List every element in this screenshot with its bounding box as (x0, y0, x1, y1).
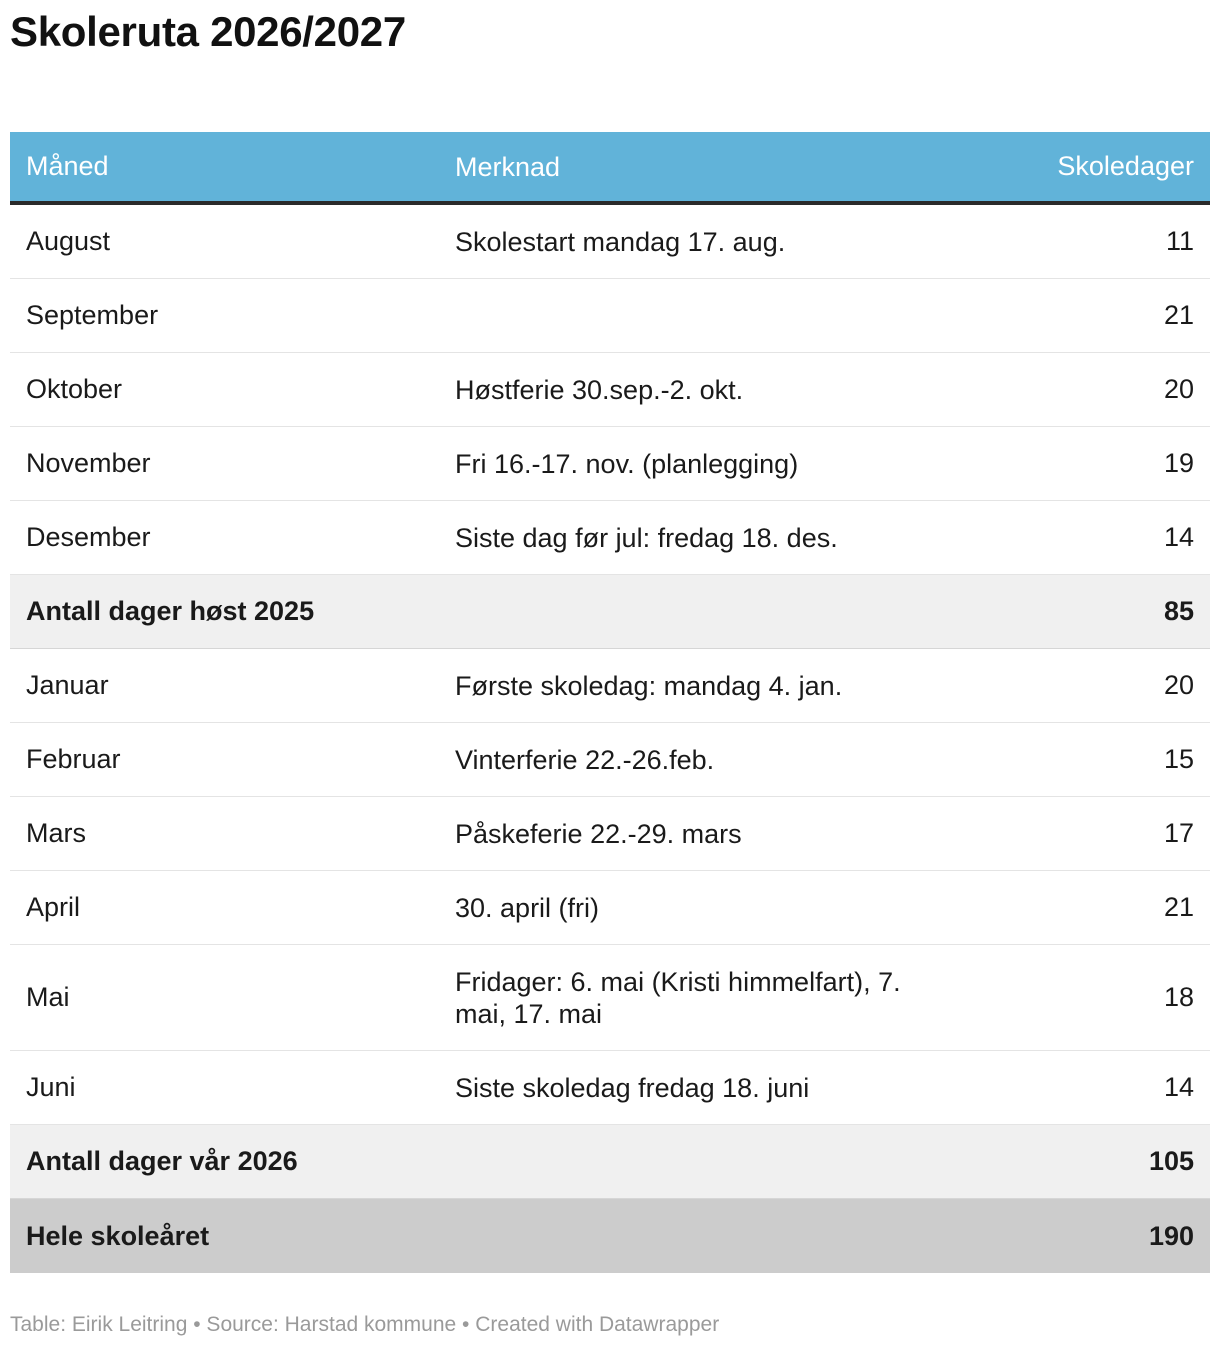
month-cell: Januar (26, 670, 109, 700)
page-title: Skoleruta 2026/2027 (10, 8, 406, 55)
month-cell: April (26, 892, 81, 922)
table-row (10, 279, 1210, 353)
month-cell: Mars (26, 818, 86, 848)
month-cell: Mai (26, 982, 70, 1012)
days-cell: 15 (1163, 744, 1194, 774)
note-cell: Fri 16.-17. nov. (planlegging) (455, 448, 799, 479)
month-cell: Februar (26, 744, 121, 774)
days-cell: 14 (1163, 1072, 1194, 1102)
subtotal-label: Antall dager vår 2026 (26, 1146, 298, 1176)
days-cell: 17 (1163, 818, 1194, 848)
table-row (10, 945, 1210, 1051)
days-cell: 11 (1165, 226, 1194, 256)
table-header-row (10, 132, 1210, 205)
note-cell: Siste dag før jul: fredag 18. des. (455, 522, 838, 553)
table-row (10, 353, 1210, 427)
note-cell: Siste skoledag fredag 18. juni (455, 1072, 810, 1103)
subtotal-row-spring (10, 1125, 1210, 1199)
month-cell: September (26, 300, 159, 330)
table-row (10, 1051, 1210, 1125)
table-row (10, 205, 1210, 279)
month-cell: Oktober (26, 374, 123, 404)
source-footer: Table: Eirik Leitring • Source: Harstad kommune • Created with Datawrapper (10, 1313, 720, 1336)
column-header-days[interactable]: Skoledager (1057, 151, 1194, 181)
month-cell: Desember (26, 522, 151, 552)
note-cell: Fridager: 6. mai (Kristi himmelfart), 7. mai, 17. mai (455, 966, 901, 1029)
total-value: 190 (1148, 1220, 1194, 1251)
school-calendar-table (10, 132, 1210, 1273)
days-cell: 14 (1163, 522, 1194, 552)
month-cell: August (26, 226, 111, 256)
table-row (10, 649, 1210, 723)
subtotal-row-autumn (10, 575, 1210, 649)
days-cell: 20 (1163, 670, 1194, 700)
table-row (10, 797, 1210, 871)
table-row (10, 723, 1210, 797)
days-cell: 21 (1163, 300, 1194, 330)
note-cell: Vinterferie 22.-26.feb. (455, 744, 715, 775)
month-cell: Juni (26, 1072, 76, 1102)
subtotal-value: 85 (1163, 596, 1194, 626)
total-row (10, 1199, 1210, 1273)
days-cell: 21 (1163, 892, 1194, 922)
total-label: Hele skoleåret (26, 1220, 210, 1251)
month-cell: November (26, 448, 151, 478)
subtotal-value: 105 (1148, 1146, 1194, 1176)
days-cell: 19 (1163, 448, 1194, 478)
table-row (10, 871, 1210, 945)
note-cell: Påskeferie 22.-29. mars (455, 818, 742, 849)
column-header-note[interactable]: Merknad (455, 151, 561, 182)
table-row (10, 427, 1210, 501)
subtotal-label: Antall dager høst 2025 (26, 596, 315, 626)
days-cell: 20 (1163, 374, 1194, 404)
days-cell: 18 (1163, 982, 1194, 1012)
note-cell: Første skoledag: mandag 4. jan. (455, 670, 843, 701)
note-cell: 30. april (fri) (455, 892, 600, 923)
table-row (10, 501, 1210, 575)
note-cell: Høstferie 30.sep.-2. okt. (455, 374, 744, 405)
note-cell: Skolestart mandag 17. aug. (455, 226, 786, 257)
column-header-month[interactable]: Måned (26, 151, 109, 181)
